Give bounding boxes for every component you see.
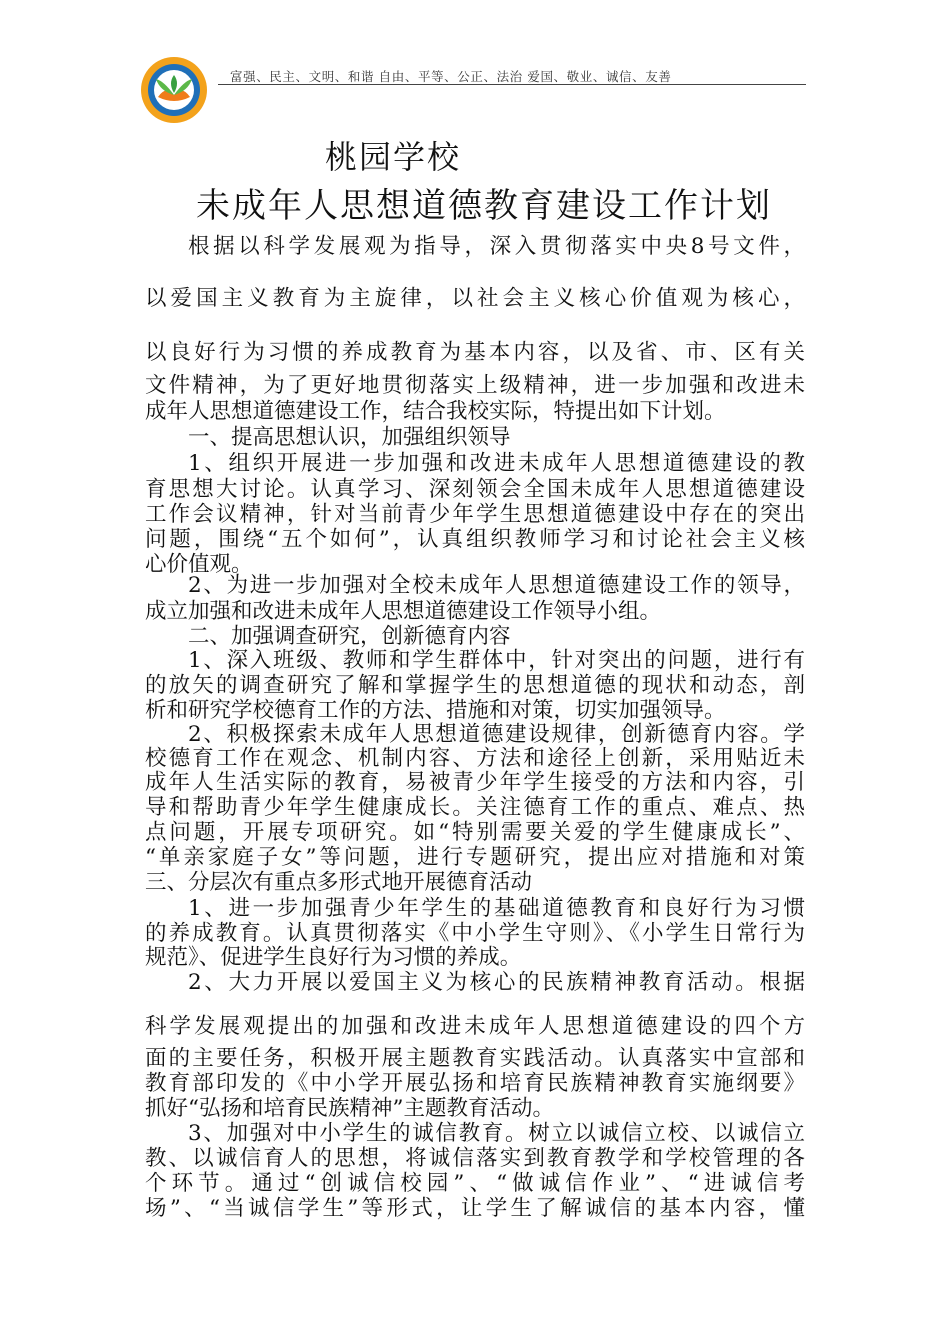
body-line: 抓好“弘扬和培育民族精神”主题教育活动。 <box>145 1096 554 1121</box>
body-line: 2、为进一步加强对全校未成年人思想道德建设工作的领导， <box>188 573 805 598</box>
body-line: 育思想大讨论。认真学习、深刻领会全国未成年人思想道德建设 <box>145 477 805 502</box>
body-line: 问题，围绕“五个如何”，认真组织教师学习和讨论社会主义核 <box>145 527 805 552</box>
body-line: 成立加强和改进未成年人思想道德建设工作领导小组。 <box>145 599 662 624</box>
body-line: 文件精神，为了更好地贯彻落实上级精神，进一步加强和改进未 <box>145 373 805 398</box>
body-line: 心价值观。 <box>145 552 253 577</box>
body-line: 2、积极探索未成年人思想道德建设规律，创新德育内容。学 <box>188 722 805 747</box>
body-line: 科学发展观提出的加强和改进未成年人思想道德建设的四个方 <box>145 1014 805 1039</box>
body-line: 的养成教育。认真贯彻落实《中小学生守则》、《小学生日常行为 <box>145 921 805 946</box>
body-line: 以爱国主义教育为主旋律，以社会主义核心价值观为核心， <box>145 286 805 311</box>
body-line: 1、组织开展进一步加强和改进未成年人思想道德建设的教 <box>188 451 805 476</box>
body-line: 教、以诚信育人的思想，将诚信落实到教育教学和学校管理的各 <box>145 1146 805 1171</box>
body-line: 工作会议精神，针对当前青少年学生思想道德建设中存在的突出 <box>145 502 805 527</box>
body-line: 点问题，开展专项研究。如“特别需要关爱的学生健康成长”、 <box>145 820 805 845</box>
body-line: 2、大力开展以爱国主义为核心的民族精神教育活动。根据 <box>188 970 805 995</box>
body-line: 个环节。通过“创诚信校园”、“做诚信作业”、“进诚信考 <box>145 1171 805 1196</box>
body-line: “单亲家庭子女”等问题，进行专题研究，提出应对措施和对策 <box>145 845 805 870</box>
header-divider <box>218 84 806 85</box>
document-title: 未成年人思想道德教育建设工作计划 <box>196 186 772 226</box>
body-line: 的放矢的调查研究了解和掌握学生的思想道德的现状和动态，剖 <box>145 673 805 698</box>
school-logo <box>130 55 220 125</box>
body-line: 导和帮助青少年学生健康成长。关注德育工作的重点、难点、热 <box>145 795 805 820</box>
body-line: 3、加强对中小学生的诚信教育。树立以诚信立校、以诚信立 <box>188 1121 805 1146</box>
body-line: 面的主要任务，积极开展主题教育实践活动。认真落实中宣部和 <box>145 1046 805 1071</box>
body-line: 1、进一步加强青少年学生的基础道德教育和良好行为习惯 <box>188 896 805 921</box>
body-line: 1、深入班级、教师和学生群体中，针对突出的问题，进行有 <box>188 648 805 673</box>
body-line: 根据以科学发展观为指导，深入贯彻落实中央8号文件， <box>188 234 805 259</box>
body-line: 场”、“当诚信学生”等形式，让学生了解诚信的基本内容，懂 <box>145 1196 805 1221</box>
body-line: 析和研究学校德育工作的方法、措施和对策，切实加强领导。 <box>145 698 726 723</box>
school-name: 桃园学校 <box>325 138 462 176</box>
section-heading: 二、加强调查研究，创新德育内容 <box>188 624 511 649</box>
body-line: 教育部印发的《中小学开展弘扬和培育民族精神教育实施纲要》 <box>145 1071 805 1096</box>
body-line: 成年人生活实际的教育，易被青少年学生接受的方法和内容，引 <box>145 770 805 795</box>
core-values-motto: 富强、民主、文明、和谐 自由、平等、公正、法治 爱国、敬业、诚信、友善 <box>230 69 672 84</box>
page-header <box>0 0 950 120</box>
body-line: 规范》、促进学生良好行为习惯的养成。 <box>145 945 522 970</box>
body-line: 校德育工作在观念、机制内容、方法和途径上创新，采用贴近未 <box>145 746 805 771</box>
section-heading: 三、分层次有重点多形式地开展德育活动 <box>145 870 533 895</box>
body-line: 以良好行为习惯的养成教育为基本内容，以及省、市、区有关 <box>145 340 805 365</box>
body-line: 成年人思想道德建设工作，结合我校实际，特提出如下计划。 <box>145 399 726 424</box>
section-heading: 一、提高思想认识，加强组织领导 <box>188 425 511 450</box>
